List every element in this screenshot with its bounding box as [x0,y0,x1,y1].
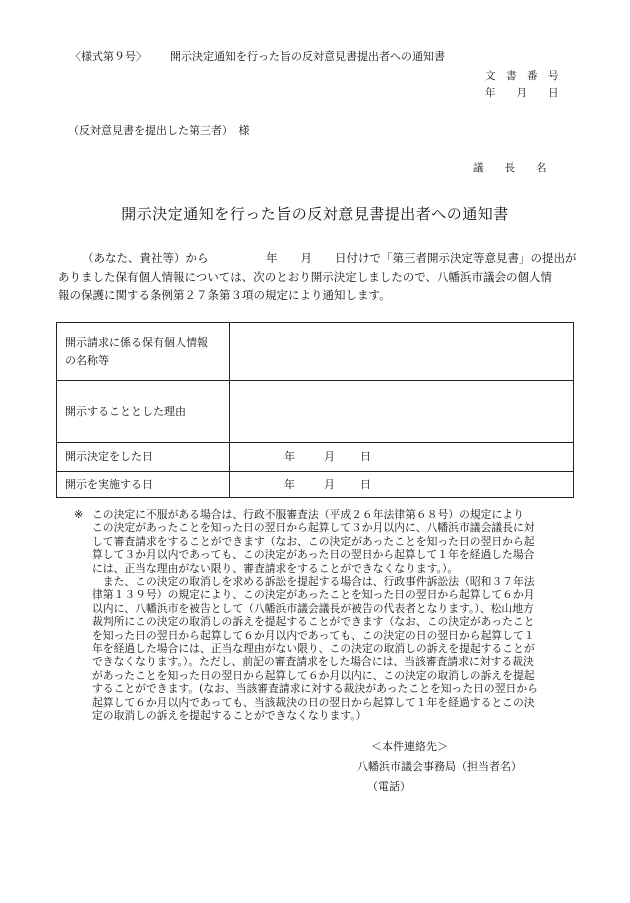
form-title: 開示決定通知を行った旨の反対意見書提出者への通知書 [170,50,445,63]
row-value-decision-date: 年 月 日 [230,443,574,472]
table-row [57,381,574,443]
row-value-info-name [230,323,574,381]
body-line: ありました保有個人情報については、次のとおり開示決定しましたので、八幡浜市議会の個人情 [58,269,553,284]
table-row [57,472,574,498]
note-line: があったことを知った日の翌日から起算して６か月以内に、この決定の取消しの訴えを提起 [92,668,535,682]
note-line: して審査請求をすることができます（なお、この決定があったことを知った日の翌日から起 [92,534,535,548]
row-label-implementation-date: 開示を実施する日 [57,472,230,498]
body-line: 報の保護に関する条例第２７条第３項の規定により通知します。 [58,288,391,302]
note-line: することができます。(なお、当該審査請求に対する裁決があったことを知った日の翌日から [92,682,538,696]
table-row [57,443,574,472]
note-line: には、正当な理由がない限り、審査請求をすることができなくなります。）。 [92,561,459,575]
disclosure-info-table [56,322,574,498]
addressee: （反対意見書を提出した第三者） 様 [68,124,250,137]
row-label-info-name: 開示請求に係る保有個人情報 の名称等 [57,323,230,381]
row-label-reason: 開示することとした理由 [57,381,230,443]
contact-phone: （電話） [367,780,411,793]
document-number-label: 文 書 番 号 [485,70,559,82]
note-mark: ※ [74,508,84,521]
note-line: また、この決定の取消しを求める訴訟を提起する場合は、行政事件訴訟法（昭和３７年法 [92,575,535,589]
notice-body [58,249,578,305]
note-line: 起算して６か月以内であっても、当該裁決の日の翌日から起算して１年を経過するとこの決 [92,695,535,709]
note-line: この決定に不服がある場合は、行政不服審査法（平成２６年法律第６８号）の規定により [92,508,524,521]
body-line: （あなた、貴社等）から 年 月 日付けで「第三者開示決定等意見書」の提出が [82,251,577,265]
note-line: 裁判所にこの決定の取消しの訴えを提起することができます（なお、この決定があったこと [92,615,535,629]
note-line: 律第１３９号）の規定により、この決定があったことを知った日の翌日から起算して６か月 [92,588,535,602]
table-row [57,323,574,381]
row-value-reason [230,381,574,443]
note-line: 以内に、八幡浜市を被告として（八幡浜市議会議長が被告の代表者となります。）、松山地方 [92,601,534,615]
note-line: この決定があったことを知った日の翌日から起算して３か月以内に、八幡浜市議会議長に対 [92,521,535,535]
contact-office: 八幡浜市議会事務局（担当者名） [357,760,522,773]
note-line: 定の取消しの訴えを提起することができなくなります。） [92,709,367,723]
note-line: 算して３か月以内であっても、この決定があった日の翌日から起算して１年を経過した場合 [92,548,535,562]
note-line: できなくなります。）。ただし、前記の審査請求をした場合には、当該審査請求に対する裁決 [92,655,534,669]
appeal-notes [74,508,578,723]
sender-name: 議 長 名 [473,162,547,174]
contact-heading: ＜本件連絡先＞ [371,740,448,753]
note-line: 年を経過した場合には、正当な理由がない限り、この決定の取消しの訴えを提起することが [92,642,535,656]
note-line: を知った日の翌日から起算して６か月以内であっても、この決定の日の翌日から起算して１ [92,628,535,642]
row-value-implementation-date: 年 月 日 [230,472,574,498]
page-title: 開示決定通知を行った旨の反対意見書提出者への通知書 [121,205,509,223]
issue-date-label: 年 月 日 [485,87,559,99]
form-number: 〈様式第９号〉 [70,50,147,63]
row-label-decision-date: 開示決定をした日 [57,443,230,472]
